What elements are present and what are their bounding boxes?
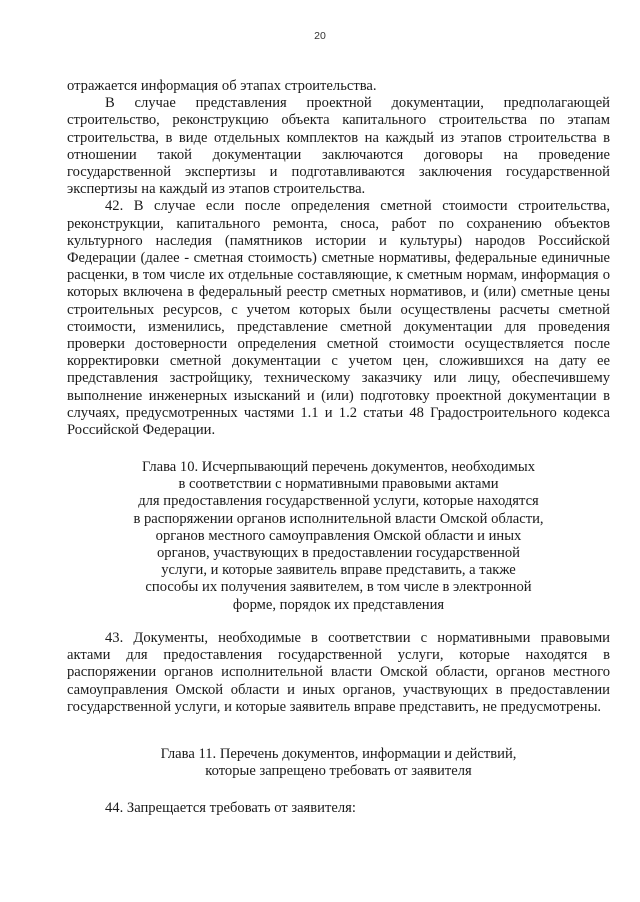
text-block-2 [67,630,610,716]
chapter-11-heading [67,746,610,780]
paragraph-separate-sets: В случае представления проектной документации, предполагающей строительство, реконструкцию объекта капитального строительства по этапам строительства, в виде отдельных комплектов на каждый из этапов строительства в отношении такой документации заключаются договоры на проведение государственной экспертизы и подготавливаются заключения государственной экспертизы на каждый из этапов строительства. [67,95,610,198]
heading-line: Глава 10. Исчерпывающий перечень документов, необходимых [141,459,536,475]
heading-line: услуги, и которые заявитель вправе представить, а также [161,562,516,579]
heading-line: которые запрещено требовать от заявителя [205,763,472,780]
chapter-10-heading [67,459,610,614]
text-block-1 [67,78,610,439]
paragraph-43: 43. Документы, необходимые в соответствии с нормативными правовыми актами для предоставления государственной услуги, которые находятся в распоряжении органов исполнительной власти Омской области, органов местного самоуправления Омской области и иных органов, участвующих в предоставлении государственной услуги, и которые заявитель вправе представить, не предусмотрены. [67,630,610,715]
heading-line: форме, порядок их представления [232,596,445,613]
paragraph-stages: отражается информация об этапах строительства. [67,78,377,94]
heading-line: способы их получения заявителем, в том числе в электронной [145,579,532,596]
heading-line: органов, участвующих в предоставлении государственной [157,545,520,562]
page-number: 20 [314,30,326,42]
paragraph-42: 42. В случае если после определения сметной стоимости строительства, реконструкции, капитального ремонта, сноса, работ по сохранению объектов культурного наследия (памятников истории и культуры) народов Российской Федерации (далее - сметная стоимость) сметные нормативы, федеральные единичные расценки, в том числе их отдельные составляющие, к сметным нормам, информация о которых включена в федеральный реестр сметных нормативов, и (или) сметные цены строительных ресурсов, с учетом которых были осуществлены расчеты сметной стоимости, изменились, представление сметной документации для проведения проверки достоверности определения сметной стоимости осуществляется после корректировки сметной документации с учетом цен, сложившихся на дату ее представления застройщику, техническому заказчику или лицу, обеспечившему выполнение инженерных изысканий и (или) подготовку проектной документации в случаях, предусмотренных частями 1.1 и 1.2 статьи 48 Градостроительного кодекса Российской Федерации. [67,198,610,439]
heading-line: в соответствии с нормативными правовыми актами [178,476,499,493]
heading-line: Глава 11. Перечень документов, информации и действий, [160,746,517,762]
text-block-3 [67,800,610,817]
heading-line: в распоряжении органов исполнительной власти Омской области, [133,510,544,527]
paragraph-44: 44. Запрещается требовать от заявителя: [105,800,356,816]
heading-line: для предоставления государственной услуги, которые находятся [138,493,539,510]
heading-line: органов местного самоуправления Омской области и иных [155,527,522,544]
